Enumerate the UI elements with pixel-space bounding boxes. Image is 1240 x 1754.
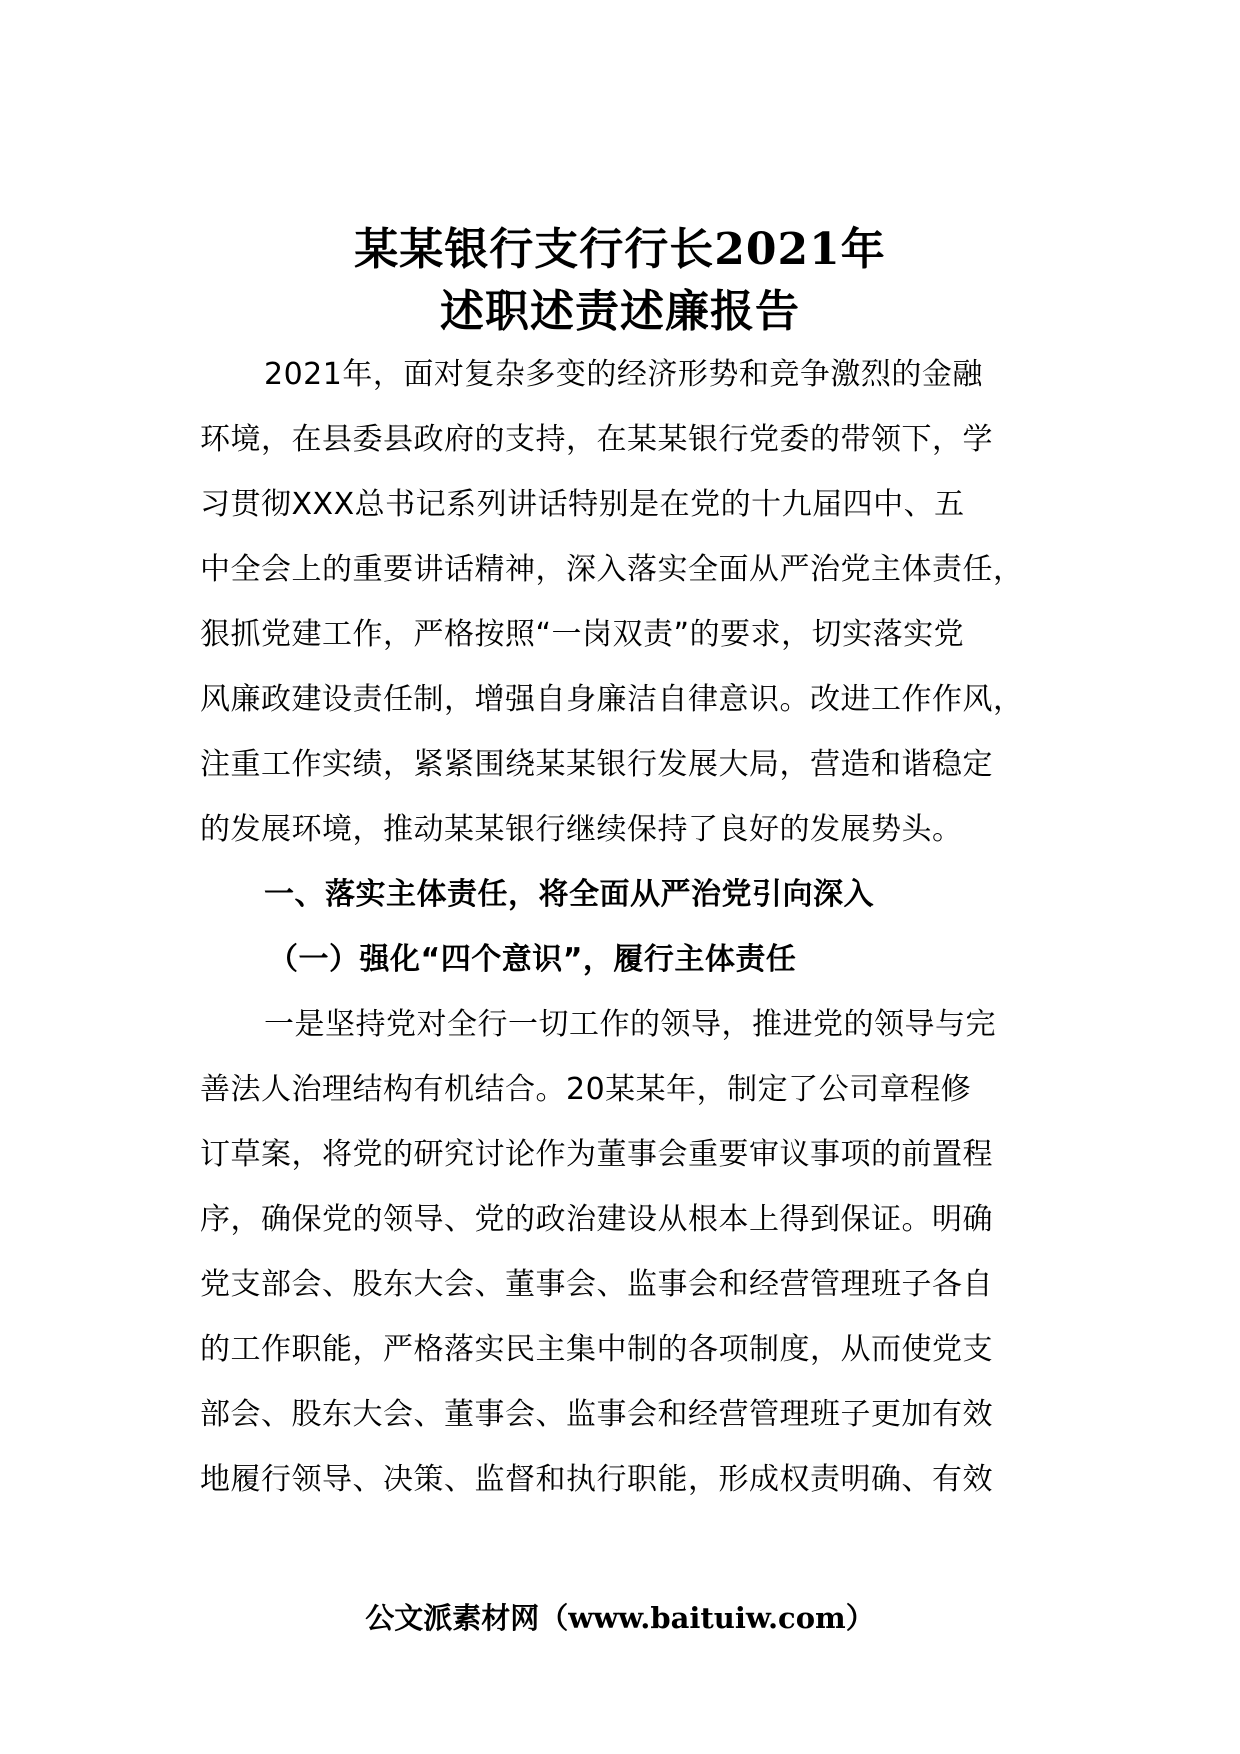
- section-heading-1: 一、落实主体责任，将全面从严治党引向深入: [264, 877, 874, 912]
- paragraph-1-line: 注重工作实绩，紧紧围绕某某银行发展大局，营造和谐稳定: [200, 747, 993, 782]
- paragraph-2-line: 善法人治理结构有机结合。20某某年，制定了公司章程修: [200, 1072, 972, 1107]
- paragraph-1-line: 狠抓党建工作，严格按照“一岗双责”的要求，切实落实党: [200, 617, 965, 652]
- paragraph-1-line: 习贯彻XXX总书记系列讲话特别是在党的十九届四中、五: [200, 487, 965, 522]
- paragraph-2-line: 党支部会、股东大会、董事会、监事会和经营管理班子各自: [200, 1267, 993, 1302]
- paragraph-2-line: 部会、股东大会、董事会、监事会和经营管理班子更加有效: [200, 1397, 993, 1432]
- paragraph-2-line: 的工作职能，严格落实民主集中制的各项制度，从而使党支: [200, 1332, 993, 1367]
- paragraph-2-line: 地履行领导、决策、监督和执行职能，形成权责明确、有效: [200, 1462, 993, 1497]
- footer-watermark: 公文派素材网（www.baituiw.com）: [365, 1601, 875, 1635]
- paragraph-2-line: 订草案，将党的研究讨论作为董事会重要审议事项的前置程: [200, 1137, 993, 1172]
- document-title-line-2: 述职述责述廉报告: [440, 286, 800, 337]
- paragraph-1-line: 2021年，面对复杂多变的经济形势和竞争激烈的金融: [264, 357, 983, 392]
- paragraph-1-line: 中全会上的重要讲话精神，深入落实全面从严治党主体责任，: [200, 552, 1024, 587]
- paragraph-2-line: 一是坚持党对全行一切工作的领导，推进党的领导与完: [264, 1007, 996, 1042]
- paragraph-2-line: 序，确保党的领导、党的政治建设从根本上得到保证。明确: [200, 1202, 993, 1237]
- subsection-heading-1: （一）强化“四个意识”，履行主体责任: [268, 942, 797, 977]
- paragraph-1-line: 环境，在县委县政府的支持，在某某银行党委的带领下，学: [200, 422, 993, 457]
- paragraph-1-line: 的发展环境，推动某某银行继续保持了良好的发展势头。: [200, 812, 963, 847]
- paragraph-1-line: 风廉政建设责任制，增强自身廉洁自律意识。改进工作作风，: [200, 682, 1024, 717]
- document-title-line-1: 某某银行支行行长2021年: [354, 224, 886, 275]
